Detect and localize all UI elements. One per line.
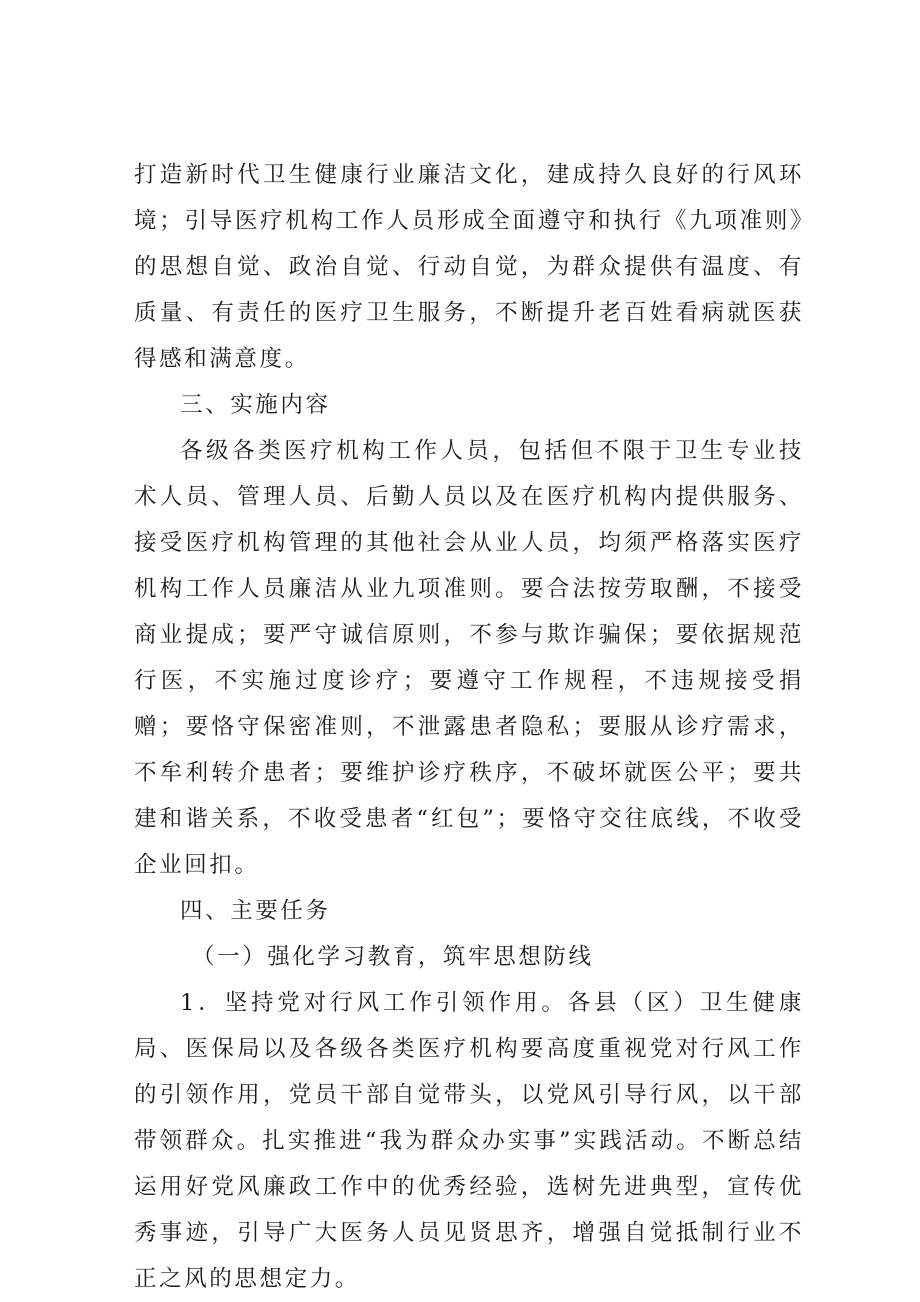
section-heading-implementation: 三、实施内容 (180, 392, 331, 418)
subsection-heading-learning: （一）强化学习教育，筑牢思想防线 (192, 944, 594, 970)
intro-continuation-paragraph: 打造新时代卫生健康行业廉洁文化，建成持久良好的行风环境；引导医疗机构工作人员形成全面遵守和执行《九项准则》的思想自觉、政治自觉、行动自觉，为群众提供有温度、有质量、有责任的医疗卫生服务，不断提升老百姓看病就医获得感和满意度。 (134, 162, 804, 372)
implementation-body-paragraph: 各级各类医疗机构工作人员，包括但不限于卫生专业技术人员、管理人员、后勤人员以及在医疗机构内提供服务、接受医疗机构管理的其他社会从业人员，均须严格落实医疗机构工作人员廉洁从业九项准则。要合法按劳取酬，不接受商业提成；要严守诚信原则，不参与欺诈骗保；要依据规范行医，不实施过度诊疗；要遵守工作规程，不违规接受捐赠；要恪守保密准则，不泄露患者隐私；要服从诊疗需求，不牟利转介患者；要维护诊疗秩序，不破坏就医公平；要共建和谐关系，不收受患者“红包”；要恪守交往底线，不收受企业回扣。 (134, 438, 804, 878)
section-heading-main-tasks: 四、主要任务 (180, 898, 331, 924)
document-page (134, 152, 804, 1302)
task-item-1-paragraph: 1．坚持党对行风工作引领作用。各县（区）卫生健康局、医保局以及各级各类医疗机构要高度重视党对行风工作的引领作用，党员干部自觉带头，以党风引导行风，以干部带领群众。扎实推进“我为群众办实事”实践活动。不断总结运用好党风廉政工作中的优秀经验，选树先进典型，宣传优秀事迹，引导广大医务人员见贤思齐，增强自觉抵制行业不正之风的思想定力。 (134, 990, 804, 1292)
